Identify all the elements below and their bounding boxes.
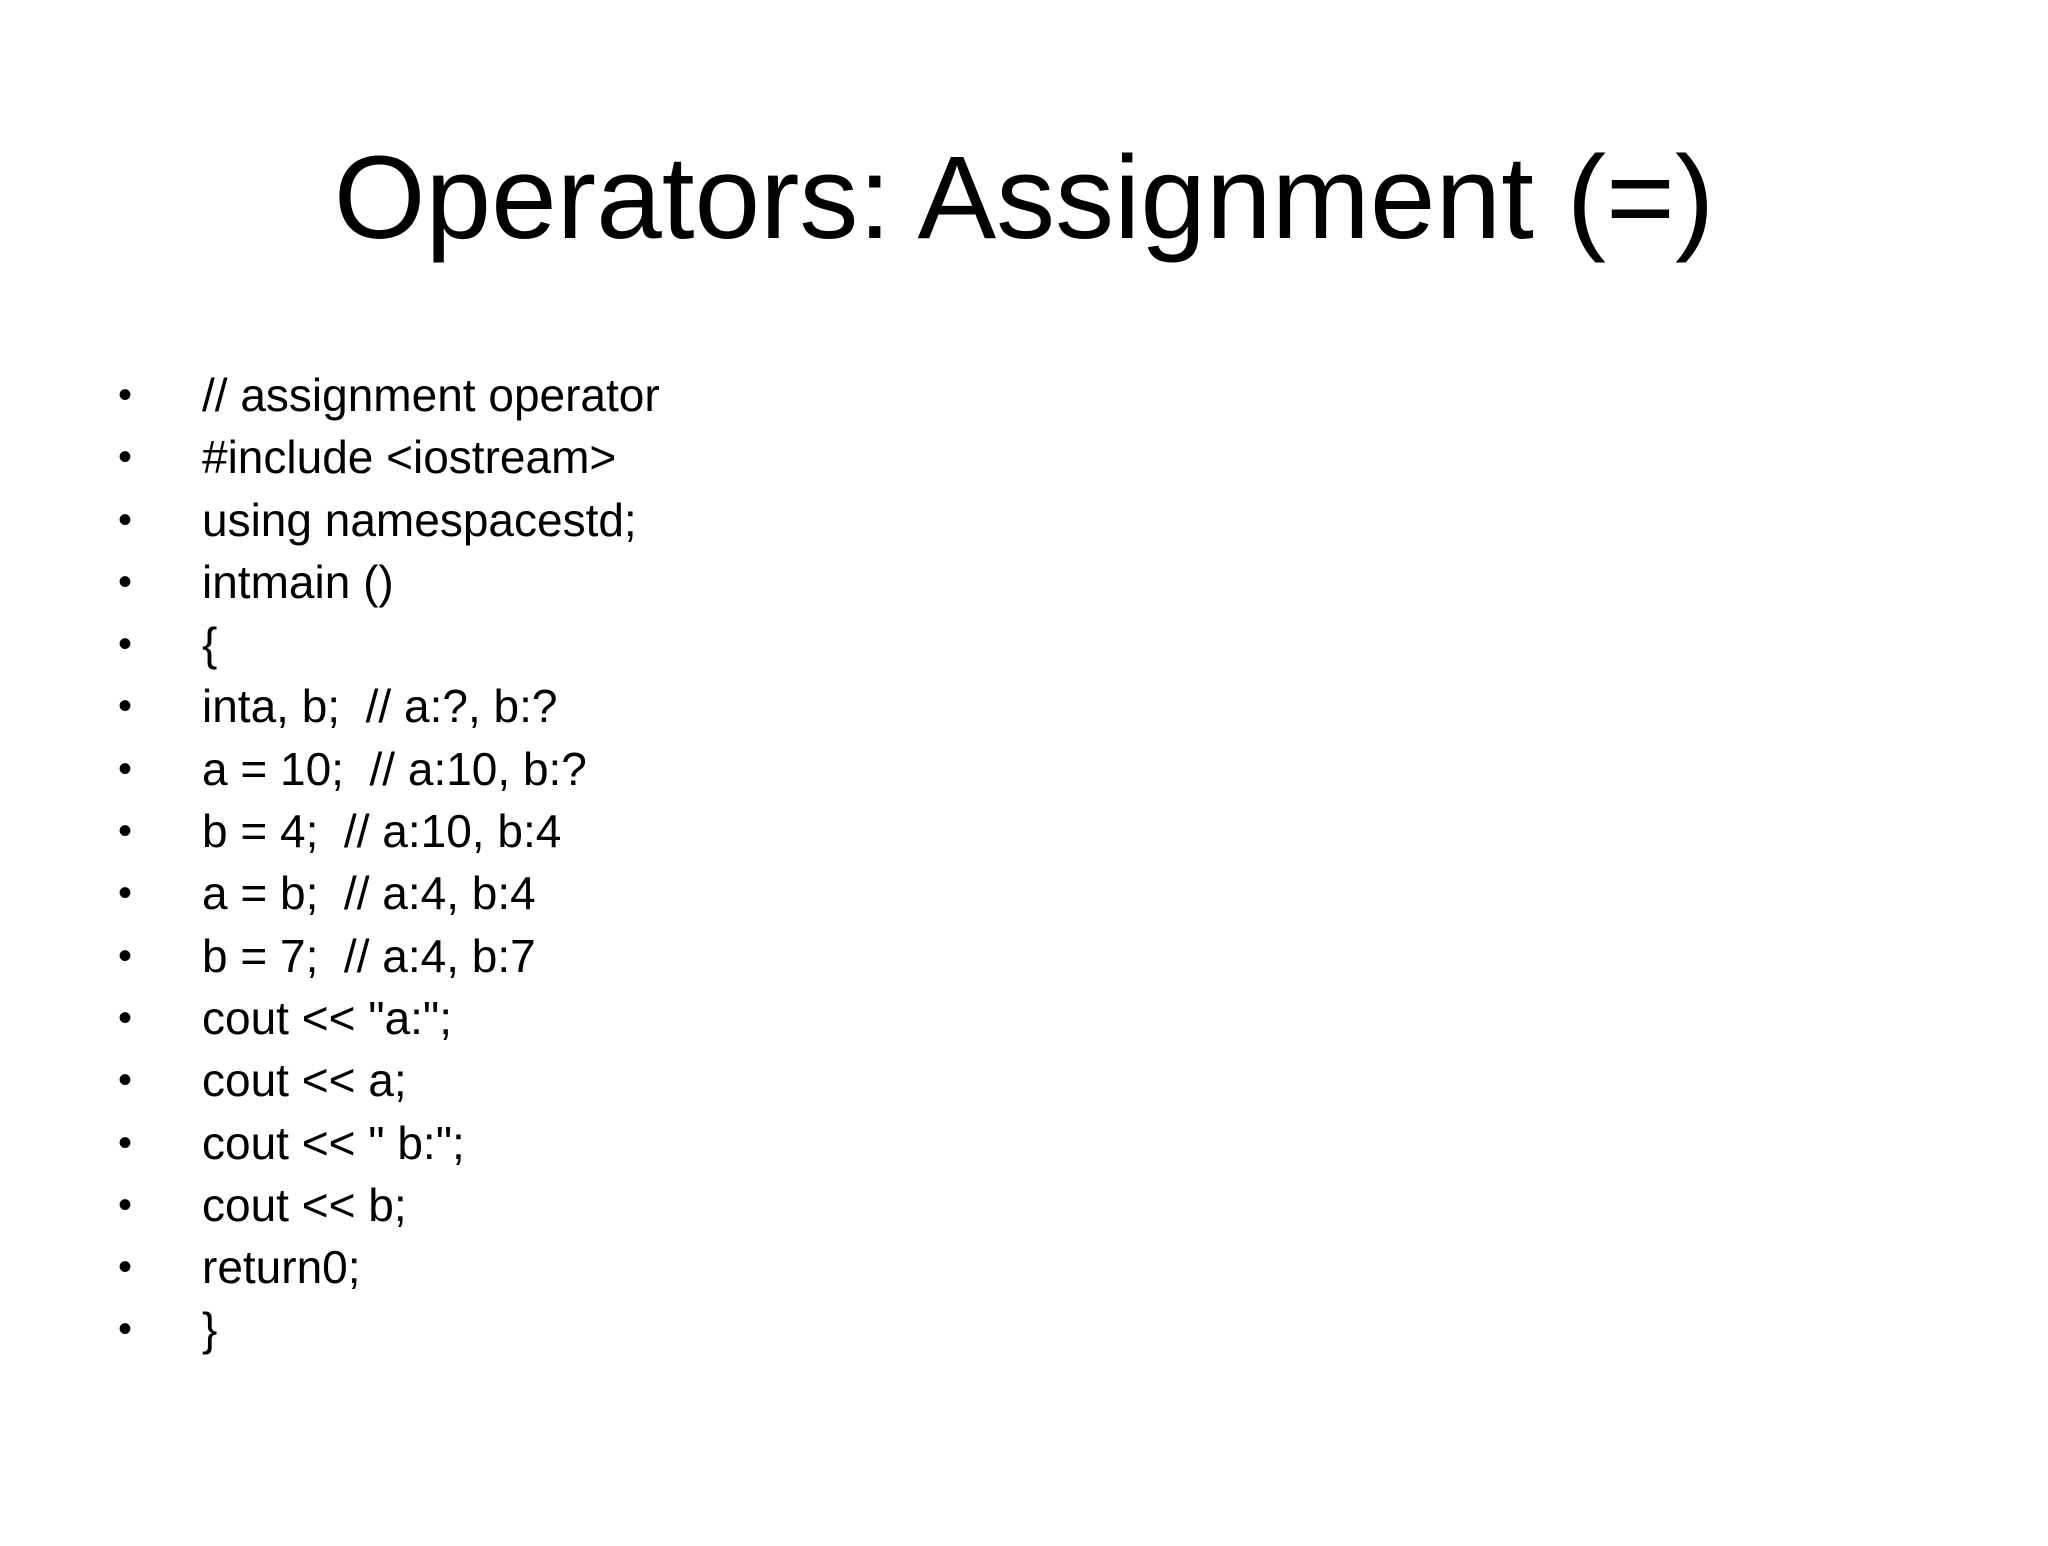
bullet-icon: • [118,435,133,480]
list-item [118,1112,465,1174]
bullet-icon: • [118,933,133,978]
code-line: a = 10; // a:10, b:? [202,742,587,795]
code-line: } [202,1303,218,1356]
code-line: intmain () [202,555,394,608]
code-line: using namespacestd; [202,493,637,546]
list-item [118,675,558,737]
list-item [118,426,617,488]
bullet-icon: • [118,995,133,1040]
code-line: a = b; // a:4, b:4 [202,867,536,920]
list-item [118,1236,361,1298]
code-line: cout << a; [202,1054,407,1107]
bullet-icon: • [118,809,133,854]
code-line: cout << b; [202,1178,407,1231]
bullet-icon: • [118,684,133,729]
bullet-icon: • [118,373,133,417]
slide-title: Operators: Assignment (=) [333,132,1715,264]
bullet-icon: • [118,497,133,542]
bullet-icon: • [118,1307,133,1352]
bullet-icon: • [118,1182,133,1227]
list-item [118,800,562,862]
list-item [118,1298,218,1360]
bullet-icon: • [118,1120,133,1165]
bullet-icon: • [118,559,133,604]
code-line: { [202,618,218,671]
list-item [118,987,453,1049]
list-item [118,1049,407,1111]
bullet-icon: • [118,1245,133,1290]
list-item [118,925,536,987]
list-item [118,364,660,426]
bullet-icon: • [118,1058,133,1103]
bullet-icon: • [118,746,133,791]
code-line: b = 7; // a:4, b:7 [202,929,536,982]
list-item [118,1174,407,1236]
list-item [118,738,587,800]
list-item [118,489,637,551]
bullet-icon: • [118,871,133,916]
code-bullet-list [118,364,660,1361]
list-item [118,862,536,924]
list-item [118,551,394,613]
code-line: inta, b; // a:?, b:? [202,680,558,733]
list-item [118,613,218,675]
code-line: b = 4; // a:10, b:4 [202,805,562,858]
bullet-icon: • [118,622,133,667]
code-line: // assignment operator [202,369,660,421]
code-line: return0; [202,1241,361,1294]
code-line: cout << "a:"; [202,991,453,1044]
code-line: cout << " b:"; [202,1116,465,1169]
code-line: #include <iostream> [202,431,617,484]
